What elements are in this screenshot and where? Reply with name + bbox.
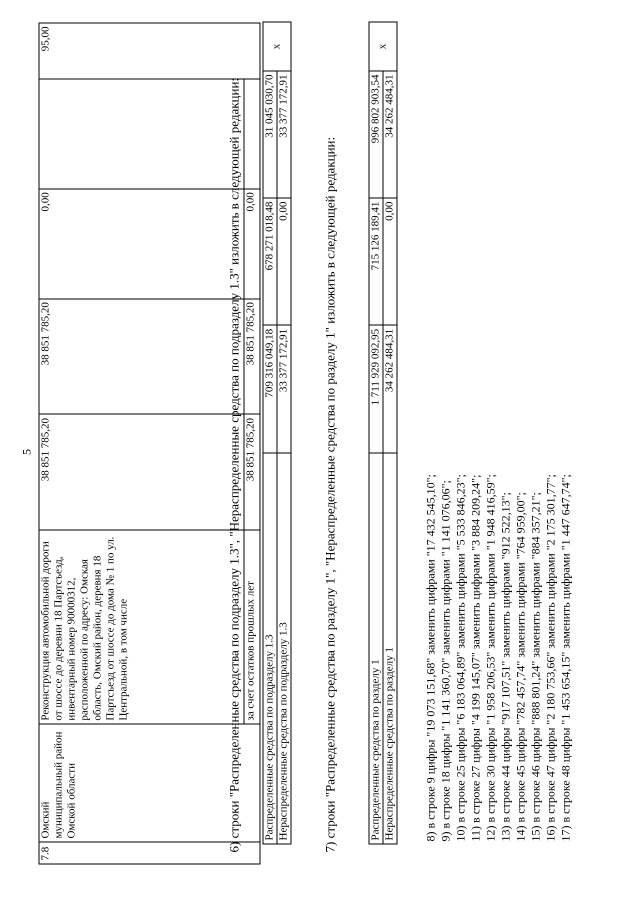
paragraph-6: 6) строки "Распределенные средства по подразделу 1.3", "Нераспределенные средства по подразделу 1.3" изложить в следующей редакции: (226, 77, 242, 853)
rotated-page-content (1, 0, 640, 905)
list-item: 17) в строке 48 цифры "1 453 654,15" заменить цифрами "1 447 647,74"; (558, 474, 573, 842)
value-cell: 678 271 018,48 (263, 198, 277, 325)
value-cell: 709 316 049,18 (263, 325, 277, 452)
row-label: Распределенные средства по подразделу 1.3 (263, 453, 277, 844)
section-table (369, 22, 398, 845)
municipality-cell: Омский муниципальный район Омской области (39, 724, 260, 842)
row-number: 7.8 (39, 842, 260, 864)
empty-cell (244, 79, 260, 189)
value-cell: 0,00 (244, 189, 260, 299)
value-cell: 0,00 (277, 198, 291, 325)
value-cell: 34 262 484,31 (383, 325, 397, 452)
row-label: Распределенные средства по разделу 1 (369, 453, 383, 844)
value-cell: 38 851 785,20 (244, 299, 260, 415)
table-row (383, 22, 397, 844)
description-cell: Реконструкция автомобильной дороги от шоссе до деревни 18 Партсъезд, инвентарный номер 90000312, расположенной по адресу: Омская область, Омский район, деревня 18 Партсъезд от шоссе до дома № 1 по ул. Центральной, в том числе (39, 530, 244, 724)
list-item: 16) в строке 47 цифры "2 180 753,66" заменить цифрами "2 175 301,77"; (543, 474, 558, 842)
subsection-table (263, 22, 292, 845)
value-cell: 38 851 785,20 (39, 299, 244, 415)
row-label: Нераспределенные средства по разделу 1 (383, 453, 397, 844)
x-mark: x (263, 22, 291, 71)
list-item: 10) в строке 25 цифры "6 183 064,89" заменить цифрами "5 533 846,23"; (453, 474, 468, 842)
value-cell: 0,00 (383, 198, 397, 325)
table-row (263, 22, 277, 844)
value-cell: 34 262 484,31 (383, 71, 397, 198)
value-cell: 996 802 903,54 (369, 71, 383, 198)
sub-label-cell: за счет остатков прошлых лет (244, 530, 260, 724)
empty-cell (39, 79, 244, 189)
value-cell: 31 045 030,70 (263, 71, 277, 198)
list-item: 12) в строке 30 цифры "1 958 206,53" заменить цифрами "1 948 416,59"; (483, 474, 498, 842)
table-row (277, 22, 291, 844)
x-mark: x (369, 22, 397, 71)
value-cell: 715 126 189,41 (369, 198, 383, 325)
list-item: 9) в строке 18 цифры "1 141 360,70" заменить цифрами "1 141 076,06"; (438, 480, 453, 842)
list-item: 13) в строке 44 цифры "917 107,51" заменить цифрами "912 522,13"; (498, 492, 513, 842)
page-number: 5 (19, 449, 34, 455)
table-row (39, 23, 244, 864)
list-item: 8) в строке 9 цифры "19 073 151,68" заменить цифрами "17 432 545,10"; (423, 474, 438, 842)
value-cell: 1 711 929 092,95 (369, 325, 383, 452)
row-label: Нераспределенные средства по подразделу 1.3 (277, 453, 291, 844)
value-cell: 33 377 172,91 (277, 71, 291, 198)
list-item: 11) в строке 27 цифры "4 199 145,07" заменить цифрами "3 884 209,24"; (468, 474, 483, 842)
table-row (369, 22, 383, 844)
paragraph-7: 7) строки "Распределенные средства по разделу 1", "Нераспределенные средства по разделу 1" изложить в следующей редакции: (322, 136, 338, 853)
value-cell: 38 851 785,20 (39, 414, 244, 530)
value-cell: 38 851 785,20 (244, 414, 260, 530)
value-cell: 0,00 (39, 189, 244, 299)
list-item: 14) в строке 45 цифры "782 457,74" заменить цифрами "764 959,00"; (513, 492, 528, 842)
value-cell: 33 377 172,91 (277, 325, 291, 452)
value-cell: 95,00 (39, 23, 260, 79)
list-item: 15) в строке 46 цифры "888 801,24" заменить цифрами "884 357,21"; (528, 492, 543, 842)
